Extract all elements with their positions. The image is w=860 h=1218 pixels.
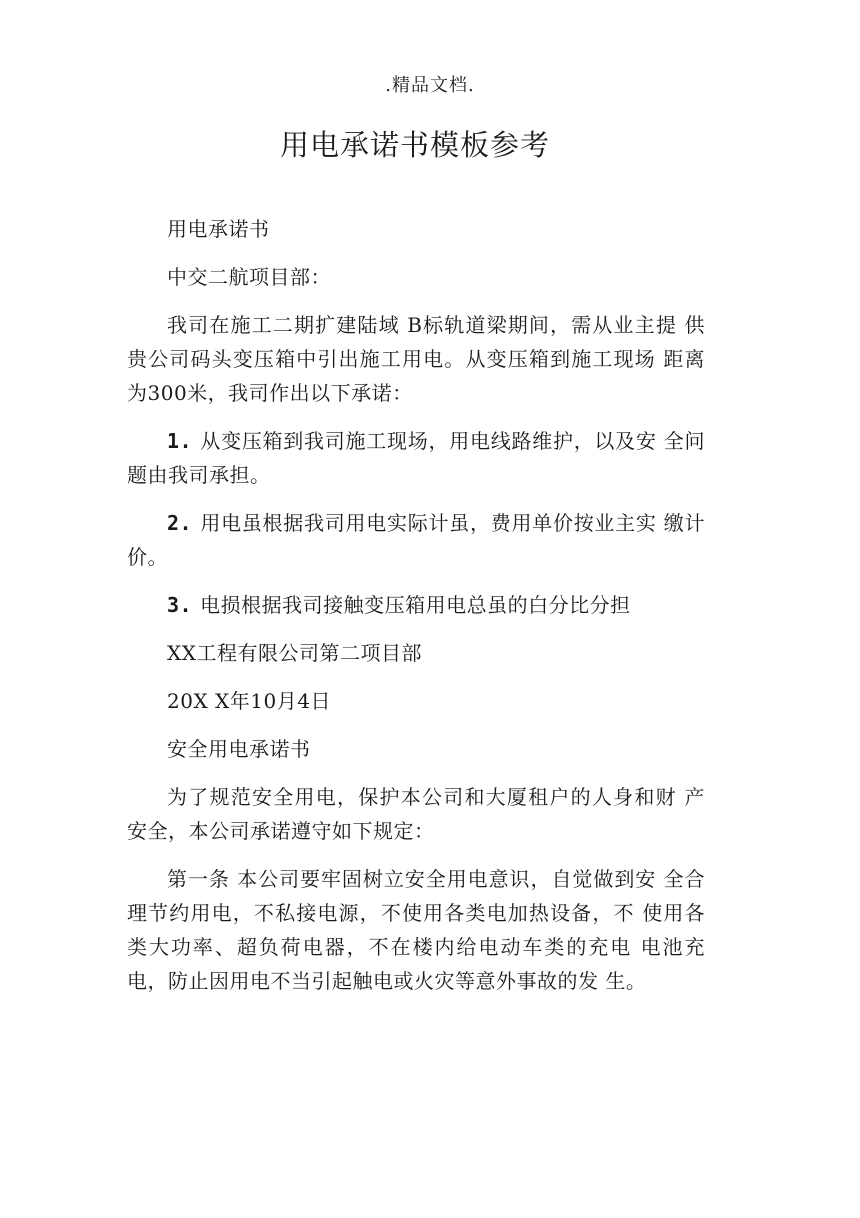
list-item-1 xyxy=(127,424,705,492)
list-text-1: 从变压箱到我司施工现场，用电线路维护，以及安 全问题由我司承担。 xyxy=(127,429,705,487)
paragraph-recipient: 中交二航项目部： xyxy=(167,265,331,289)
document-body xyxy=(127,212,705,1012)
paragraph-article-1: 第一条 本公司要牢固树立安全用电意识，自觉做到安 全合理节约用电，不私接电源，不使用各类电加热设备，不 使用各类大功率、超负荷电器，不在楼内给电动车类的充电 电池充电，防止因用电不当引起触电或火灾等意外事故的发 生。 xyxy=(127,867,705,993)
list-text-3: 电损根据我司接触变压箱用电总虽的白分比分担 xyxy=(200,593,631,617)
list-text-2: 用电虽根据我司用电实际计虽，费用单价按业主实 缴计价。 xyxy=(127,511,705,569)
signature-date: 20X X年10月4日 xyxy=(167,689,331,713)
document-title: 用电承诺书模板参考 xyxy=(279,128,550,162)
list-number-2: 2. xyxy=(167,511,193,535)
list-item-2 xyxy=(127,506,705,574)
paragraph-safety-title: 安全用电承诺书 xyxy=(167,737,311,761)
paragraph-heading: 用电承诺书 xyxy=(167,217,270,241)
paragraph-safety-intro: 为了规范安全用电，保护本公司和大厦租户的人身和财 产安全，本公司承诺遵守如下规定： xyxy=(127,785,705,843)
list-number-3: 3. xyxy=(167,593,193,617)
company-signature: XX工程有限公司第二项目部 xyxy=(167,641,422,665)
paragraph-intro: 我司在施工二期扩建陆域 B标轨道梁期间，需从业主提 供贵公司码头变压箱中引出施工用电。从变压箱到施工现场 距离为300米，我司作出以下承诺： xyxy=(127,313,705,405)
list-number-1: 1. xyxy=(167,429,193,453)
list-item-3 xyxy=(127,588,705,622)
header-mark: .精品文档. xyxy=(385,75,475,96)
